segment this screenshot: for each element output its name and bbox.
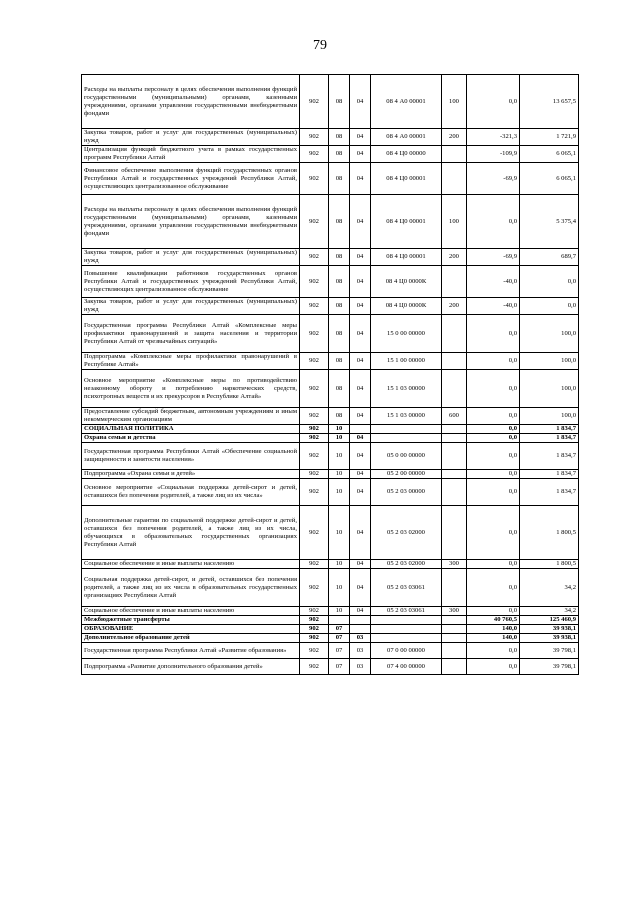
amount-total: 5 375,4 [520,195,579,249]
target-article-code: 08 4 Ц0 00001 [371,195,442,249]
subsection-code: 03 [350,634,371,643]
ved-code: 902 [300,408,329,425]
expense-type-code [442,470,467,479]
table-row [82,370,579,408]
amount-total: 1 834,7 [520,425,579,434]
table-row [82,479,579,506]
amount-total: 39 798,1 [520,659,579,675]
ved-code: 902 [300,569,329,607]
target-article-code: 08 4 Ц0 0000К [371,298,442,315]
subsection-code: 04 [350,146,371,163]
amount-change: 0,0 [467,643,520,659]
section-code: 08 [329,129,350,146]
subsection-code: 04 [350,163,371,195]
ved-code: 902 [300,425,329,434]
table-row [82,129,579,146]
row-name: ОБРАЗОВАНИЕ [82,625,300,634]
target-article-code: 05 2 00 00000 [371,470,442,479]
ved-code: 902 [300,129,329,146]
ved-code: 902 [300,298,329,315]
amount-change: 0,0 [467,195,520,249]
ved-code: 902 [300,146,329,163]
amount-total: 125 460,9 [520,616,579,625]
amount-total: 1 800,5 [520,506,579,560]
amount-total: 6 065,1 [520,146,579,163]
ved-code: 902 [300,634,329,643]
amount-change: -69,9 [467,249,520,266]
section-code: 08 [329,408,350,425]
row-name: Закупка товаров, работ и услуг для государственных (муниципальных) нужд [82,129,300,146]
amount-total: 1 721,9 [520,129,579,146]
subsection-code: 04 [350,479,371,506]
amount-change: 0,0 [467,443,520,470]
amount-change: 0,0 [467,425,520,434]
table-row [82,353,579,370]
section-code: 10 [329,607,350,616]
expense-type-code: 200 [442,129,467,146]
ved-code: 902 [300,616,329,625]
ved-code: 902 [300,643,329,659]
expense-type-code: 200 [442,249,467,266]
target-article-code: 08 4 Ц0 00000 [371,146,442,163]
row-name: Социальная поддержка детей-сирот, и детей, оставшихся без попечения родителей, а также лиц из их числа в образовательных государственных организациях Республики Алтай [82,569,300,607]
row-name: Предоставление субсидий бюджетным, автономным учреждениям и иным некоммерческим организациям [82,408,300,425]
amount-change: 0,0 [467,506,520,560]
expense-type-code: 600 [442,408,467,425]
amount-total: 1 800,5 [520,560,579,569]
row-name: Основное мероприятие «Социальная поддержка детей-сирот и детей, оставшихся без попечения родителей, а также лиц из их числа» [82,479,300,506]
expense-type-code [442,634,467,643]
amount-total: 1 834,7 [520,434,579,443]
target-article-code: 15 1 03 00000 [371,408,442,425]
subsection-code: 04 [350,75,371,129]
ved-code: 902 [300,370,329,408]
subsection-code: 04 [350,353,371,370]
section-code: 08 [329,353,350,370]
expense-type-code [442,443,467,470]
section-code: 08 [329,195,350,249]
row-name: Подпрограмма «Комплексные меры профилактики правонарушений в Республике Алтай» [82,353,300,370]
amount-change: -69,9 [467,163,520,195]
table-row [82,425,579,434]
amount-change: -321,3 [467,129,520,146]
subsection-code: 04 [350,370,371,408]
subsection-code [350,616,371,625]
ved-code: 902 [300,315,329,353]
ved-code: 902 [300,479,329,506]
section-code: 07 [329,643,350,659]
expense-type-code [442,625,467,634]
amount-change: -40,0 [467,298,520,315]
section-code: 08 [329,298,350,315]
amount-total: 39 938,1 [520,634,579,643]
target-article-code [371,616,442,625]
row-name: Централизация функций бюджетного учета в рамках государственных программ Республики Алтай [82,146,300,163]
subsection-code: 04 [350,315,371,353]
section-code: 10 [329,443,350,470]
expense-type-code [442,569,467,607]
amount-total: 34,2 [520,569,579,607]
expense-type-code [442,266,467,298]
subsection-code: 04 [350,506,371,560]
ved-code: 902 [300,625,329,634]
amount-total: 13 657,5 [520,75,579,129]
row-name: Расходы на выплаты персоналу в целях обеспечения выполнения функций государственными (муниципальными) органами, казенными учреждениями, органами управления государственными внебюджетными фондами [82,75,300,129]
row-name: Закупка товаров, работ и услуг для государственных (муниципальных) нужд [82,249,300,266]
expense-type-code [442,146,467,163]
target-article-code [371,634,442,643]
subsection-code: 04 [350,298,371,315]
subsection-code: 04 [350,266,371,298]
expense-type-code [442,370,467,408]
row-name: Социальное обеспечение и иные выплаты населению [82,560,300,569]
section-code: 08 [329,249,350,266]
target-article-code: 08 4 А0 00001 [371,129,442,146]
subsection-code: 04 [350,195,371,249]
expense-type-code [442,163,467,195]
row-name: Государственная программа Республики Алтай «Развитие образования» [82,643,300,659]
amount-total: 1 834,7 [520,470,579,479]
amount-change: -109,9 [467,146,520,163]
amount-change: 0,0 [467,370,520,408]
row-name: Финансовое обеспечение выполнения функций государственных органов Республики Алтай и государственных учреждений Республики Алтай, осуществляющих централизованное обслуживание [82,163,300,195]
expense-type-code [442,479,467,506]
section-code: 07 [329,634,350,643]
ved-code: 902 [300,607,329,616]
amount-total: 34,2 [520,607,579,616]
subsection-code: 04 [350,129,371,146]
amount-change: 0,0 [467,560,520,569]
amount-change: 40 760,5 [467,616,520,625]
row-name: Подпрограмма «Развитие дополнительного образования детей» [82,659,300,675]
amount-change: 140,0 [467,625,520,634]
amount-total: 689,7 [520,249,579,266]
target-article-code: 05 2 03 03061 [371,569,442,607]
expense-type-code [442,643,467,659]
amount-total: 0,0 [520,266,579,298]
amount-change: 0,0 [467,479,520,506]
section-code: 07 [329,625,350,634]
subsection-code: 04 [350,560,371,569]
target-article-code: 07 4 00 00000 [371,659,442,675]
section-code [329,616,350,625]
row-name: Социальное обеспечение и иные выплаты населению [82,607,300,616]
table-row [82,163,579,195]
section-code: 08 [329,163,350,195]
target-article-code: 05 2 03 02000 [371,560,442,569]
section-code: 08 [329,146,350,163]
target-article-code: 05 0 00 00000 [371,443,442,470]
table-row [82,434,579,443]
row-name: Государственная программа Республики Алтай «Обеспечение социальной защищенности и занятости населения» [82,443,300,470]
section-code: 08 [329,315,350,353]
target-article-code: 08 4 Ц0 00001 [371,249,442,266]
table-row [82,569,579,607]
subsection-code: 04 [350,470,371,479]
table-row [82,470,579,479]
row-name: СОЦИАЛЬНАЯ ПОЛИТИКА [82,425,300,434]
target-article-code: 15 0 00 00000 [371,315,442,353]
target-article-code: 05 2 03 00000 [371,479,442,506]
ved-code: 902 [300,443,329,470]
table-row [82,408,579,425]
target-article-code: 15 1 03 00000 [371,370,442,408]
expense-type-code [442,315,467,353]
expense-type-code [442,506,467,560]
subsection-code: 03 [350,643,371,659]
subsection-code: 04 [350,434,371,443]
row-name: Охрана семьи и детства [82,434,300,443]
amount-change: 0,0 [467,659,520,675]
table-row [82,146,579,163]
section-code: 08 [329,75,350,129]
table-row [82,560,579,569]
target-article-code: 08 4 Ц0 00001 [371,163,442,195]
table-row [82,315,579,353]
section-code: 08 [329,266,350,298]
amount-total: 100,0 [520,315,579,353]
target-article-code [371,434,442,443]
amount-change: 0,0 [467,408,520,425]
expense-type-code [442,425,467,434]
ved-code: 902 [300,195,329,249]
ved-code: 902 [300,506,329,560]
row-name: Межбюджетные трансферты [82,616,300,625]
subsection-code [350,625,371,634]
amount-total: 0,0 [520,298,579,315]
expense-type-code [442,616,467,625]
table-row [82,195,579,249]
table-row [82,75,579,129]
subsection-code: 04 [350,408,371,425]
subsection-code: 04 [350,249,371,266]
amount-change: 0,0 [467,470,520,479]
ved-code: 902 [300,470,329,479]
table-row [82,443,579,470]
target-article-code: 05 2 03 03061 [371,607,442,616]
row-name: Закупка товаров, работ и услуг для государственных (муниципальных) нужд [82,298,300,315]
subsection-code: 04 [350,607,371,616]
amount-change: 0,0 [467,315,520,353]
expense-type-code: 100 [442,195,467,249]
section-code: 10 [329,479,350,506]
amount-change: 0,0 [467,75,520,129]
table-row [82,266,579,298]
table-row [82,625,579,634]
table-row [82,249,579,266]
ved-code: 902 [300,560,329,569]
ved-code: 902 [300,75,329,129]
target-article-code [371,625,442,634]
row-name: Повышение квалификации работников государственных органов Республики Алтай и государственных учреждений Республики Алтай, осуществляющих централизованное обслуживание [82,266,300,298]
target-article-code: 07 0 00 00000 [371,643,442,659]
row-name: Государственная программа Республики Алтай «Комплексные меры профилактики правонарушений и защита населения и территории Республики Алтай от чрезвычайных ситуаций» [82,315,300,353]
section-code: 10 [329,569,350,607]
budget-table [81,74,579,675]
row-name: Дополнительные гарантии по социальной поддержке детей-сирот и детей, оставшихся без попечения родителей, а также лиц из их числа, обучающихся в образовательных государственных организациях Республики Алтай [82,506,300,560]
subsection-code [350,425,371,434]
target-article-code [371,425,442,434]
page-number: 79 [313,38,327,53]
expense-type-code: 100 [442,75,467,129]
amount-total: 39 938,1 [520,625,579,634]
table-row [82,607,579,616]
table-row [82,298,579,315]
table-row [82,616,579,625]
section-code: 10 [329,434,350,443]
table-row [82,506,579,560]
expense-type-code [442,353,467,370]
row-name: Подпрограмма «Охрана семьи и детей» [82,470,300,479]
section-code: 07 [329,659,350,675]
amount-total: 100,0 [520,370,579,408]
ved-code: 902 [300,163,329,195]
row-name: Расходы на выплаты персоналу в целях обеспечения выполнения функций государственными (муниципальными) органами, казенными учреждениями, органами управления государственными внебюджетными фондами [82,195,300,249]
amount-change: 0,0 [467,353,520,370]
section-code: 08 [329,370,350,408]
expense-type-code [442,434,467,443]
subsection-code: 04 [350,443,371,470]
ved-code: 902 [300,434,329,443]
amount-change: 0,0 [467,434,520,443]
section-code: 10 [329,560,350,569]
section-code: 10 [329,425,350,434]
expense-type-code: 200 [442,298,467,315]
expense-type-code: 300 [442,560,467,569]
target-article-code: 08 4 Ц0 0000К [371,266,442,298]
amount-total: 100,0 [520,353,579,370]
target-article-code: 05 2 03 02000 [371,506,442,560]
ved-code: 902 [300,659,329,675]
ved-code: 902 [300,266,329,298]
amount-change: -40,0 [467,266,520,298]
section-code: 10 [329,470,350,479]
expense-type-code [442,659,467,675]
ved-code: 902 [300,249,329,266]
table-row [82,659,579,675]
target-article-code: 15 1 00 00000 [371,353,442,370]
expense-type-code: 300 [442,607,467,616]
amount-change: 0,0 [467,607,520,616]
amount-total: 100,0 [520,408,579,425]
ved-code: 902 [300,353,329,370]
row-name: Основное мероприятие «Комплексные меры по противодействию незаконному обороту и потреблению наркотических средств, психотропных веществ и их прекурсоров в Республике Алтай» [82,370,300,408]
table-row [82,634,579,643]
amount-change: 140,0 [467,634,520,643]
subsection-code: 03 [350,659,371,675]
amount-total: 39 798,1 [520,643,579,659]
target-article-code: 08 4 А0 00001 [371,75,442,129]
subsection-code: 04 [350,569,371,607]
table-row [82,643,579,659]
amount-total: 6 065,1 [520,163,579,195]
amount-total: 1 834,7 [520,443,579,470]
section-code: 10 [329,506,350,560]
amount-total: 1 834,7 [520,479,579,506]
row-name: Дополнительное образование детей [82,634,300,643]
amount-change: 0,0 [467,569,520,607]
